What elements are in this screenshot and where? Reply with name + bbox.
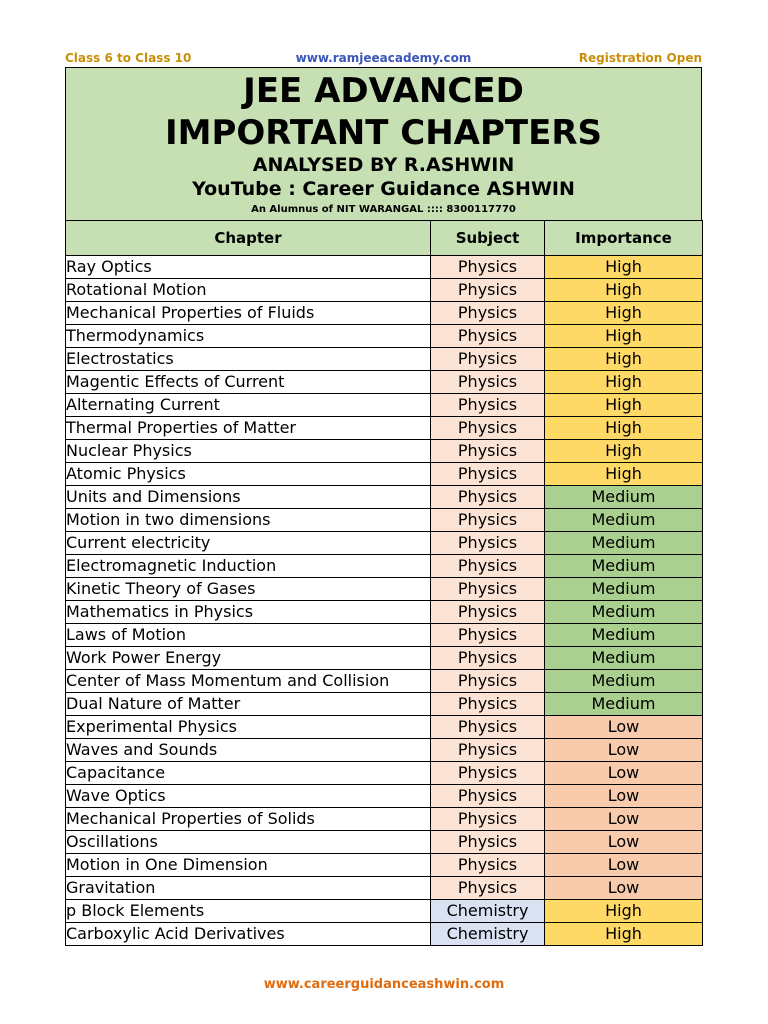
subject-cell: Physics xyxy=(431,279,545,302)
chapter-cell: Oscillations xyxy=(66,831,431,854)
subject-cell: Physics xyxy=(431,532,545,555)
importance-cell: Medium xyxy=(545,509,703,532)
chapter-cell: Rotational Motion xyxy=(66,279,431,302)
table-row xyxy=(66,739,703,762)
subject-cell: Physics xyxy=(431,739,545,762)
subject-cell: Physics xyxy=(431,555,545,578)
title-banner xyxy=(65,67,702,221)
subject-cell: Physics xyxy=(431,624,545,647)
importance-cell: Medium xyxy=(545,693,703,716)
subject-cell: Physics xyxy=(431,348,545,371)
table-row xyxy=(66,877,703,900)
chapter-cell: Carboxylic Acid Derivatives xyxy=(66,923,431,946)
importance-cell: High xyxy=(545,900,703,923)
table-row xyxy=(66,486,703,509)
table-row xyxy=(66,854,703,877)
subject-cell: Physics xyxy=(431,394,545,417)
table-row xyxy=(66,463,703,486)
importance-cell: Medium xyxy=(545,578,703,601)
table-row xyxy=(66,831,703,854)
table-row xyxy=(66,509,703,532)
importance-cell: Medium xyxy=(545,486,703,509)
chapter-cell: Mathematics in Physics xyxy=(66,601,431,624)
subject-cell: Physics xyxy=(431,578,545,601)
importance-cell: High xyxy=(545,279,703,302)
youtube-channel: YouTube : Career Guidance ASHWIN xyxy=(192,178,575,200)
chapter-cell: Current electricity xyxy=(66,532,431,555)
importance-cell: Low xyxy=(545,808,703,831)
importance-cell: Medium xyxy=(545,601,703,624)
table-row xyxy=(66,348,703,371)
table-header-row xyxy=(66,221,703,256)
subject-cell: Chemistry xyxy=(431,900,545,923)
website-link[interactable]: www.ramjeeacademy.com xyxy=(295,51,472,65)
alumnus-contact: An Alumnus of NIT WARANGAL :::: 8300117770 xyxy=(251,204,516,215)
chapter-cell: Experimental Physics xyxy=(66,716,431,739)
table-row xyxy=(66,762,703,785)
subject-cell: Physics xyxy=(431,716,545,739)
table-row xyxy=(66,325,703,348)
chapter-cell: Thermodynamics xyxy=(66,325,431,348)
subject-cell: Physics xyxy=(431,808,545,831)
importance-cell: High xyxy=(545,463,703,486)
top-bar xyxy=(65,51,702,67)
table-row xyxy=(66,440,703,463)
importance-cell: High xyxy=(545,348,703,371)
subject-cell: Physics xyxy=(431,670,545,693)
subject-cell: Physics xyxy=(431,463,545,486)
importance-cell: High xyxy=(545,302,703,325)
chapter-cell: Atomic Physics xyxy=(66,463,431,486)
table-row xyxy=(66,624,703,647)
subject-cell: Physics xyxy=(431,831,545,854)
chapter-cell: Mechanical Properties of Solids xyxy=(66,808,431,831)
table-row xyxy=(66,578,703,601)
subject-cell: Physics xyxy=(431,854,545,877)
table-row xyxy=(66,417,703,440)
table-row xyxy=(66,670,703,693)
chapter-cell: Nuclear Physics xyxy=(66,440,431,463)
table-row xyxy=(66,900,703,923)
column-header-subject: Subject xyxy=(431,221,545,256)
table-row xyxy=(66,256,703,279)
table-body xyxy=(66,256,703,946)
importance-cell: High xyxy=(545,256,703,279)
subject-cell: Physics xyxy=(431,601,545,624)
table-row xyxy=(66,555,703,578)
column-header-importance: Importance xyxy=(545,221,703,256)
chapter-cell: Laws of Motion xyxy=(66,624,431,647)
table-row xyxy=(66,647,703,670)
class-range-label: Class 6 to Class 10 xyxy=(65,51,192,65)
subject-cell: Chemistry xyxy=(431,923,545,946)
chapter-cell: Ray Optics xyxy=(66,256,431,279)
chapter-cell: Thermal Properties of Matter xyxy=(66,417,431,440)
chapter-cell: Dual Nature of Matter xyxy=(66,693,431,716)
chapter-cell: Wave Optics xyxy=(66,785,431,808)
chapter-cell: Kinetic Theory of Gases xyxy=(66,578,431,601)
table-row xyxy=(66,693,703,716)
chapter-cell: Center of Mass Momentum and Collision xyxy=(66,670,431,693)
subject-cell: Physics xyxy=(431,693,545,716)
importance-cell: Low xyxy=(545,877,703,900)
analysed-by: ANALYSED BY R.ASHWIN xyxy=(252,154,515,176)
chapter-cell: Electrostatics xyxy=(66,348,431,371)
subject-cell: Physics xyxy=(431,371,545,394)
chapter-cell: Units and Dimensions xyxy=(66,486,431,509)
chapter-cell: p Block Elements xyxy=(66,900,431,923)
subject-cell: Physics xyxy=(431,486,545,509)
title-line-1: JEE ADVANCED xyxy=(243,71,524,111)
chapter-cell: Gravitation xyxy=(66,877,431,900)
table-row xyxy=(66,808,703,831)
importance-cell: High xyxy=(545,417,703,440)
table-row xyxy=(66,302,703,325)
table-row xyxy=(66,716,703,739)
importance-cell: Low xyxy=(545,716,703,739)
importance-cell: Low xyxy=(545,762,703,785)
table-row xyxy=(66,394,703,417)
subject-cell: Physics xyxy=(431,325,545,348)
importance-cell: High xyxy=(545,325,703,348)
table-row xyxy=(66,601,703,624)
importance-cell: Medium xyxy=(545,647,703,670)
chapter-cell: Mechanical Properties of Fluids xyxy=(66,302,431,325)
subject-cell: Physics xyxy=(431,417,545,440)
importance-cell: High xyxy=(545,371,703,394)
subject-cell: Physics xyxy=(431,877,545,900)
column-header-chapter: Chapter xyxy=(66,221,431,256)
chapter-cell: Electromagnetic Induction xyxy=(66,555,431,578)
table-row xyxy=(66,279,703,302)
importance-cell: Medium xyxy=(545,555,703,578)
subject-cell: Physics xyxy=(431,785,545,808)
importance-cell: Low xyxy=(545,739,703,762)
subject-cell: Physics xyxy=(431,256,545,279)
chapter-cell: Waves and Sounds xyxy=(66,739,431,762)
importance-cell: Low xyxy=(545,785,703,808)
chapter-cell: Magentic Effects of Current xyxy=(66,371,431,394)
subject-cell: Physics xyxy=(431,647,545,670)
subject-cell: Physics xyxy=(431,302,545,325)
table-row xyxy=(66,371,703,394)
importance-cell: High xyxy=(545,923,703,946)
footer-website-link[interactable]: www.careerguidanceashwin.com xyxy=(263,977,505,992)
chapter-cell: Motion in One Dimension xyxy=(66,854,431,877)
chapter-cell: Alternating Current xyxy=(66,394,431,417)
title-line-2: IMPORTANT CHAPTERS xyxy=(164,113,603,153)
subject-cell: Physics xyxy=(431,509,545,532)
importance-cell: Low xyxy=(545,831,703,854)
table-row xyxy=(66,532,703,555)
importance-cell: Medium xyxy=(545,532,703,555)
chapters-table xyxy=(65,220,703,946)
importance-cell: Medium xyxy=(545,624,703,647)
importance-cell: High xyxy=(545,394,703,417)
subject-cell: Physics xyxy=(431,762,545,785)
importance-cell: Low xyxy=(545,854,703,877)
chapter-cell: Motion in two dimensions xyxy=(66,509,431,532)
table-row xyxy=(66,785,703,808)
subject-cell: Physics xyxy=(431,440,545,463)
chapter-cell: Capacitance xyxy=(66,762,431,785)
table-row xyxy=(66,923,703,946)
importance-cell: Medium xyxy=(545,670,703,693)
chapter-cell: Work Power Energy xyxy=(66,647,431,670)
registration-label: Registration Open xyxy=(578,51,702,65)
importance-cell: High xyxy=(545,440,703,463)
